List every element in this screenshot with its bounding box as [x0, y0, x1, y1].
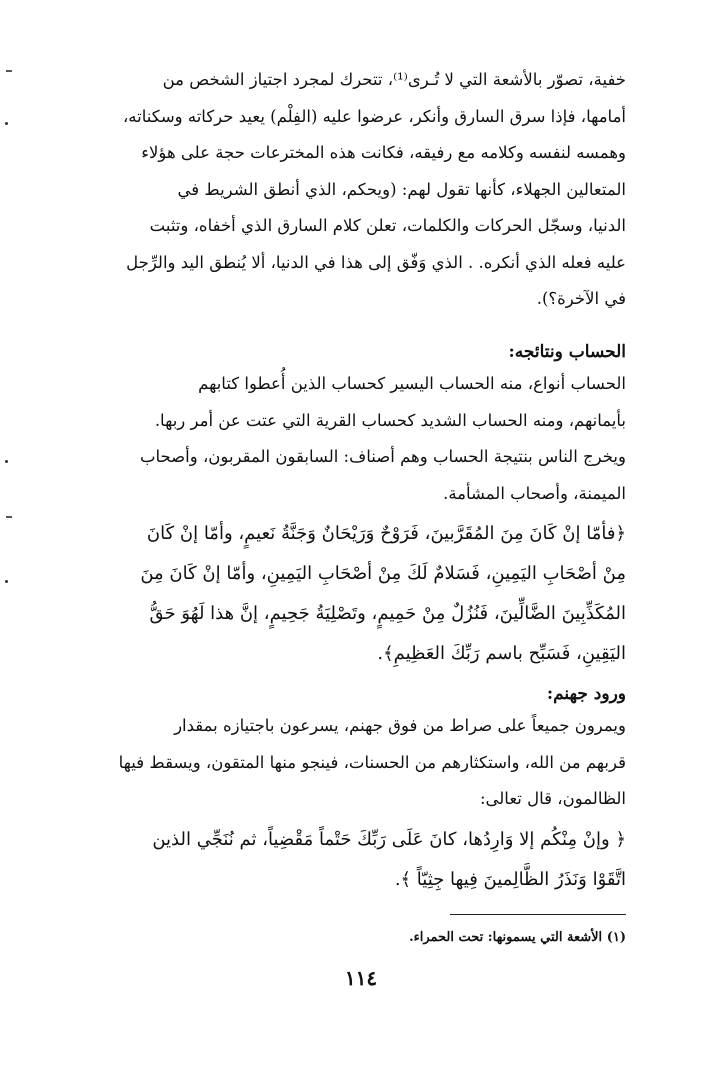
- verse-line: المُكَذِّبِينَ الضَّالِّينَ، فَنُزُلٌ مِنْ حَمِيمٍ، وتَصْلِيَةُ جَحِيمٍ، إنَّ هذا لَهُوَ حَقُّ: [149, 603, 626, 624]
- text-line: الدنيا، وسجّل الحركات والكلمات، تعلن كلام السارق الذي أخفاه، وتثبت: [149, 216, 626, 235]
- text-line: بأيمانهم، ومنه الحساب الشديد كحساب القرية التي عتت عن أمر ربها.: [154, 410, 626, 430]
- margin-dot: [5, 122, 8, 125]
- footnote: (١) الأشعة التي يسمونها: تحت الحمراء.: [409, 930, 626, 945]
- footnote-divider: [450, 914, 626, 915]
- paragraph-1: [96, 62, 626, 318]
- section-heading: ورود جهنم:: [546, 684, 626, 704]
- verse-line: اتَّقَوْا وَنَذَرُ الظَّالِمينَ فِيها جِثِيّاً ﴾.: [394, 869, 626, 890]
- section-heading: الحساب ونتائجه:: [508, 342, 626, 362]
- text-line: الحساب أنواع، منه الحساب اليسير كحساب الذين أُعطوا كتابهم: [198, 374, 626, 393]
- text-line: الميمنة، وأصحاب المشأمة.: [443, 483, 626, 503]
- text-line: وهمسه لنفسه وكلامه مع رفيقه، فكانت هذه المخترعات حجة على هؤلاء: [141, 143, 626, 162]
- page-number: ١١٤: [344, 966, 378, 990]
- margin-mark: [6, 516, 12, 518]
- quran-verse-2: [96, 820, 626, 900]
- text-line: في الآخرة؟).: [536, 289, 626, 308]
- text-line: قربهم من الله، واستكثارهم من الحسنات، فينجو منها المتقون، ويسقط فيها: [118, 752, 626, 772]
- quran-verse-1: [96, 514, 626, 674]
- text-line: المتعالين الجهلاء، كأنها تقول لهم: (ويحكم، الذي أنطق الشريط في: [177, 179, 626, 199]
- verse-line: ﴿فأمّا إنْ كَانَ مِنَ المُقَرَّبينَ، فَرَوْحٌ وَرَيْحَانٌ وَجَنَّةُ نَعيمٍ، وأمّا إنْ كَانَ: [146, 523, 626, 544]
- verse-line: مِنْ أصْحَابِ اليَمِينِ، فَسَلامٌ لَكَ مِنْ أصْحَابِ اليَمِينِ، وأمّا إنْ كَانَ مِنَ: [140, 563, 626, 584]
- paragraph-3: [96, 708, 626, 818]
- text-line: أمامها، فإذا سرق السارق وأنكر، عرضوا عليه (الفِلْم) يعيد حركاته وسكناته،: [122, 106, 626, 126]
- margin-dot: [5, 580, 8, 583]
- text-line: ويخرج الناس بنتيجة الحساب وهم أصناف: السابقون المقربون، وأصحاب: [139, 447, 626, 466]
- margin-mark: [6, 70, 12, 72]
- text-line: عليه فعله الذي أنكره. . الذي وَفّق إلى هذا في الدنيا، ألا يُنطق اليد والرِّجل: [126, 252, 626, 272]
- paragraph-2: [96, 366, 626, 512]
- text-line: ويمرون جميعاً على صراط من فوق جهنم، يسرعون باجتيازه بمقدار: [174, 716, 626, 735]
- verse-line: ﴿ وإنْ مِنْكُم إلا وَارِدُها، كانَ عَلَى رَبِّكَ حَتْماً مَقْضِياً، ثم نُنَجِّي الذين: [152, 829, 626, 850]
- verse-line: اليَقِينِ، فَسَبِّح باسم رَبِّكَ العَظِيمِ﴾.: [377, 643, 626, 664]
- text-line: الظالمون، قال تعالى:: [479, 789, 626, 808]
- text-line: خفية، تصوّر بالأشعة التي لا تُـرى⁽¹⁾، تتحرك لمجرد اجتياز الشخص من: [162, 70, 626, 89]
- margin-dot: [5, 460, 8, 463]
